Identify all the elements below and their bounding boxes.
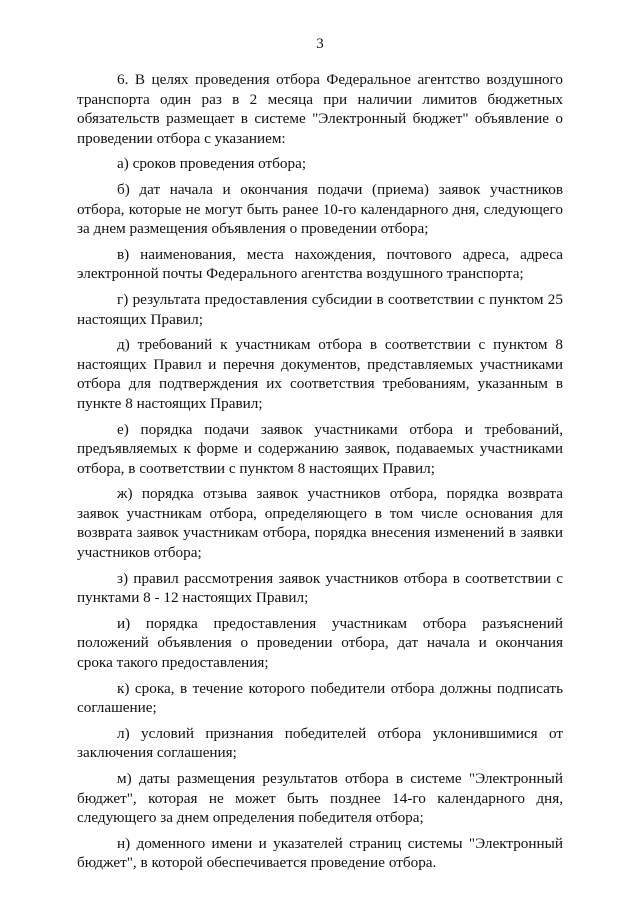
paragraph-g: г) результата предоставления субсидии в соответствии с пунктом 25 настоящих Правил; xyxy=(77,290,563,328)
paragraph-v: в) наименования, места нахождения, почтового адреса, адреса электронной почты Федерального агентства воздушного транспорта; xyxy=(77,245,563,283)
paragraph-e: е) порядка подачи заявок участниками отбора и требований, предъявляемых к форме и содержанию заявок, подаваемых участниками отбора, в соответствии с пунктом 8 настоящих Правил; xyxy=(77,420,563,477)
document-body xyxy=(77,70,563,879)
paragraph-6: 6. В целях проведения отбора Федеральное агентство воздушного транспорта один раз в 2 месяца при наличии лимитов бюджетных обязательств размещает в системе "Электронный бюджет" объявление о проведении отбора с указанием: xyxy=(77,71,563,147)
paragraph-a: а) сроков проведения отбора; xyxy=(117,155,307,173)
page-number: 3 xyxy=(316,36,324,52)
paragraph-k: к) срока, в течение которого победители отбора должны подписать соглашение; xyxy=(77,679,563,717)
paragraph-l: л) условий признания победителей отбора уклонившимися от заключения соглашения; xyxy=(77,724,563,762)
paragraph-z: з) правил рассмотрения заявок участников отбора в соответствии с пунктами 8 - 12 настоящих Правил; xyxy=(77,569,563,607)
paragraph-m: м) даты размещения результатов отбора в системе "Электронный бюджет", которая не может быть позднее 14-го календарного дня, следующего за днем определения победителя отбора; xyxy=(77,770,563,827)
paragraph-d: д) требований к участникам отбора в соответствии с пунктом 8 настоящих Правил и перечня документов, представляемых участниками отбора для подтверждения их соответствия требованиям, указанным в пункте 8 настоящих Правил; xyxy=(77,336,563,412)
paragraph-i: и) порядка предоставления участникам отбора разъяснений положений объявления о проведении отбора, дат начала и окончания срока такого предоставления; xyxy=(77,614,563,672)
paragraph-b: б) дат начала и окончания подачи (приема) заявок участников отбора, которые не могут быть ранее 10-го календарного дня, следующего за днем размещения объявления о проведении отбора; xyxy=(77,180,563,238)
paragraph-n: н) доменного имени и указателей страниц системы "Электронный бюджет", в которой обеспечивается проведение отбора. xyxy=(77,834,563,872)
paragraph-zh: ж) порядка отзыва заявок участников отбора, порядка возврата заявок участникам отбора, определяющего в том числе основания для возврата заявок участникам отбора, порядка внесения изменений в заявки участников отбора; xyxy=(77,485,563,562)
